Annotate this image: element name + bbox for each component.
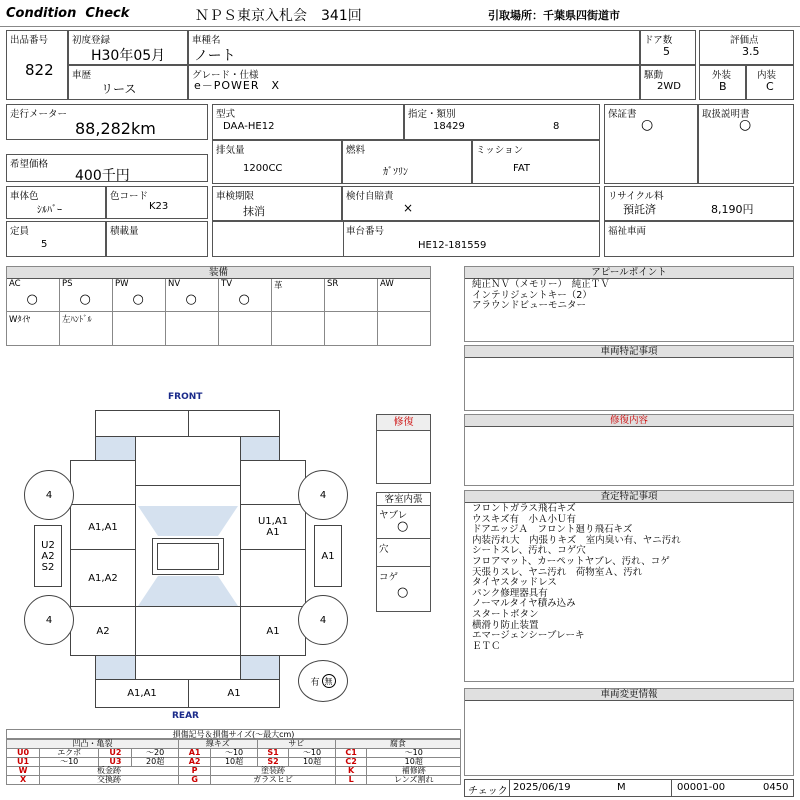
equipment-grid: [7, 279, 431, 346]
welfare-box: [604, 221, 794, 257]
legend-cell: A1: [178, 749, 210, 758]
drive-box: [640, 65, 696, 100]
score-label: 評価点: [730, 35, 759, 46]
front-bumper-left: [95, 410, 189, 437]
change-title: 車両変更情報: [465, 689, 793, 701]
equip-key: SR: [327, 279, 339, 289]
left-front-door-damage: A1,A1: [88, 521, 118, 533]
first-reg: H30年05月: [91, 48, 166, 64]
interior-mark-box: [376, 492, 431, 612]
model-type: DAA-HE12: [223, 121, 275, 132]
exterior-label: 外装: [712, 70, 732, 81]
mission-box: [472, 140, 600, 184]
spare-no: 無: [324, 676, 333, 686]
equip-cell-4: [219, 279, 272, 312]
rear-bumper-right-damage: A1: [227, 688, 241, 699]
drive-label: 駆動: [644, 70, 664, 81]
check-mark: M: [617, 782, 626, 793]
warranty-label: 保証書: [608, 109, 637, 120]
left-front-door: [70, 504, 136, 550]
equip-cell-0: [7, 279, 60, 312]
lot-label: 出品番号: [10, 35, 49, 46]
text-line: 天張りスレ、ヤニ汚れ 荷物室Ａ、汚れ: [472, 566, 643, 578]
fuel-box: [342, 140, 472, 184]
equip-row2-cell-2: [113, 312, 166, 346]
roof-inner: [157, 543, 219, 570]
repair-mark-label: 修復: [377, 415, 430, 431]
equip-key: AW: [380, 279, 394, 289]
price-box: [6, 154, 208, 182]
mileage: 88,282km: [75, 119, 156, 138]
legend-cell: C1: [335, 749, 367, 758]
first-reg-box: [68, 30, 188, 65]
legend-cell: W: [7, 767, 40, 776]
legend-cell: U3: [99, 758, 132, 767]
appeal-text: [472, 280, 610, 312]
legend-cell: 〜10: [40, 758, 99, 767]
text-line: インテリジェントキー（2）: [472, 289, 592, 301]
rear-center: [135, 655, 241, 680]
right-front-panel: [240, 460, 306, 505]
category: 8: [553, 121, 560, 132]
score-box: [699, 30, 794, 65]
appeal-panel: [464, 266, 794, 342]
check-divider-2: [671, 780, 672, 797]
pickup-location: 引取場所：千葉県四街道市: [488, 9, 620, 22]
hood: [135, 436, 241, 486]
manual-label: 取扱説明書: [702, 109, 750, 120]
load-box: [106, 221, 208, 257]
capacity-box: [6, 221, 106, 257]
recycle-status: 預託済: [623, 203, 656, 216]
text-line: ノーマルタイヤ積み込み: [472, 598, 576, 610]
tire-rear-right-value: 4: [319, 614, 327, 626]
displacement-box: [212, 140, 342, 184]
legend-header: 線キズ: [178, 740, 257, 749]
recycle-box: [604, 186, 794, 221]
legend-cell: U2: [99, 749, 132, 758]
color-code: K23: [149, 201, 169, 212]
model-label: 車種名: [192, 35, 221, 46]
legend-header: 腐食: [335, 740, 460, 749]
inspection-box: [212, 186, 342, 221]
equip-row2-cell-5: [272, 312, 325, 346]
legend-cell: 板金跡: [40, 767, 179, 776]
designation-box: [404, 104, 600, 140]
left-rear-panel-damage: A2: [96, 625, 110, 637]
yabure-label: ヤブレ: [379, 510, 408, 521]
text-line: エマージェンシーブレーキ: [472, 630, 585, 642]
legend-cell: 10超: [289, 758, 336, 767]
displacement-label: 排気量: [216, 145, 245, 156]
grade-label: グレード・仕様: [192, 70, 259, 81]
interior-box: [746, 65, 794, 100]
equip-row2-label: Wﾀｲﾔ: [9, 315, 31, 325]
tire-front-right-value: 4: [319, 489, 327, 501]
equip-key: 革: [274, 281, 283, 291]
designation-label: 指定・類別: [408, 109, 456, 120]
spare-no-circled: [322, 674, 336, 688]
legend-header: サビ: [257, 740, 335, 749]
equipment-title: 装備: [7, 267, 430, 279]
chassis-label: 車台番号: [346, 226, 385, 237]
tire-front-left-value: 4: [45, 489, 53, 501]
legend-cell: 〜10: [367, 749, 461, 758]
color-label: 車体色: [10, 191, 39, 202]
trunk-lid: [135, 606, 241, 656]
designation: 18429: [433, 121, 465, 132]
tire-front-left: [24, 470, 74, 520]
legend-cell: U1: [7, 758, 40, 767]
right-side-damage: A1: [321, 550, 335, 562]
special-title: 車両特記事項: [465, 346, 793, 358]
check-divider-1: [509, 780, 510, 797]
color-code-box: [106, 186, 208, 219]
front-bumper-right: [188, 410, 280, 437]
price-label: 希望価格: [10, 159, 49, 170]
header-title: Condition Check: [6, 6, 130, 21]
inspect-panel: [464, 490, 794, 682]
text-line: タイヤスタッドレス: [472, 577, 557, 589]
right-front-door-damage: U1,A1 A1: [257, 516, 289, 538]
text-line: シートスレ、汚れ、コゲ穴: [472, 545, 586, 557]
koge-value: ○: [397, 585, 409, 600]
capacity-label: 定員: [10, 226, 30, 237]
inspection-label: 車検期限: [216, 191, 255, 202]
rear-fender-right: [240, 655, 280, 680]
doors: 5: [663, 45, 670, 58]
legend-cell: G: [178, 776, 210, 785]
text-line: フロントガラス飛石キズ: [472, 503, 576, 514]
special-panel: [464, 345, 794, 411]
koge-label: コゲ: [379, 572, 399, 583]
repair-title: 修復内容: [465, 415, 793, 427]
price: 400千円: [75, 168, 130, 184]
interior-divider-2: [377, 566, 430, 567]
legend-cell: A2: [178, 758, 210, 767]
mileage-box: [6, 104, 208, 140]
tire-rear-right: [298, 595, 348, 645]
legend-table: [6, 739, 461, 785]
interior-label: 内装: [757, 70, 777, 81]
chassis-number: HE12-181559: [418, 240, 487, 251]
first-reg-label: 初度登録: [72, 35, 111, 46]
equip-value: ○: [132, 292, 144, 307]
check-date: 2025/06/19: [513, 782, 571, 793]
header-bar: [0, 0, 800, 27]
text-line: ドアエッジＡ フロント廻り飛石キズ: [472, 524, 633, 536]
welfare-label: 福祉車両: [608, 226, 647, 237]
change-panel: [464, 688, 794, 776]
legend-cell: 〜10: [289, 749, 336, 758]
legend-cell: K: [335, 767, 367, 776]
inspect-text: [472, 504, 681, 652]
rear-label: REAR: [172, 711, 199, 721]
legend-cell: L: [335, 776, 367, 785]
displacement: 1200CC: [243, 163, 283, 174]
legend-cell: レンズ割れ: [367, 776, 461, 785]
drive: 2WD: [657, 81, 681, 92]
legend-header: 凹凸・亀裂: [7, 740, 179, 749]
right-rear-panel-damage: A1: [266, 625, 280, 637]
ana-label: 穴: [379, 544, 389, 555]
legend-cell: エクボ: [40, 749, 99, 758]
right-rear-door: [240, 549, 306, 607]
model-name: ノート: [194, 48, 236, 64]
text-line: 純正ＮＶ（メモリー） 純正ＴＶ: [472, 279, 610, 290]
appeal-title: アピールポイント: [465, 267, 793, 279]
grade: e－POWER X: [194, 79, 281, 92]
fuel-label: 燃料: [346, 145, 366, 156]
equip-cell-3: [166, 279, 219, 312]
equip-cell-7: [378, 279, 431, 312]
legend-cell: X: [7, 776, 40, 785]
spare-tire: [298, 660, 348, 702]
doors-label: ドア数: [644, 35, 673, 46]
insurance: ×: [403, 201, 414, 215]
text-line: フロアマット、カーペットヤブレ、汚れ、コゲ: [472, 555, 670, 567]
left-rear-door-damage: A1,A2: [88, 572, 118, 584]
insurance-box: [342, 186, 600, 221]
model-box: [188, 30, 640, 65]
equip-value: ○: [238, 292, 250, 307]
equip-value: ○: [79, 292, 91, 307]
load-label: 積載量: [110, 226, 139, 237]
left-rear-door: [70, 549, 136, 607]
tire-front-right: [298, 470, 348, 520]
equip-row2-cell-4: [219, 312, 272, 346]
chassis-box: [212, 221, 600, 257]
equip-key: AC: [9, 279, 21, 289]
capacity: 5: [41, 239, 48, 250]
mileage-label: 走行メーター: [10, 109, 68, 120]
left-side-damage: U2 A2 S2: [41, 539, 55, 573]
equip-value: ○: [185, 292, 197, 307]
rear-fender-left: [95, 655, 136, 680]
right-side-sill: [314, 525, 342, 587]
spare-yes: 有: [310, 677, 320, 688]
equip-key: NV: [168, 279, 181, 289]
auction-title: ＮＰＳ東京入札会 341回: [195, 8, 362, 24]
legend-cell: 10超: [367, 758, 461, 767]
legend-cell: 〜20: [132, 749, 179, 758]
rear-bumper-left-damage: A1,A1: [127, 688, 157, 699]
equipment-panel: [6, 266, 431, 346]
legend-title: 損傷記号＆損傷サイズ(〜最大cm): [6, 729, 461, 739]
check-label: チェック: [468, 786, 508, 797]
manual-box: [698, 104, 794, 184]
equip-row2-label: 左ﾊﾝﾄﾞﾙ: [62, 315, 92, 325]
manual: ○: [739, 117, 752, 133]
history-box: [68, 65, 188, 100]
left-front-panel: [70, 460, 136, 505]
legend-cell: 交換跡: [40, 776, 179, 785]
equip-row2-cell-0: [7, 312, 60, 346]
rear-bumper-left: [95, 679, 189, 708]
left-rear-panel: [70, 606, 136, 656]
interior-grade: C: [766, 80, 774, 93]
type-label: 型式: [216, 109, 236, 120]
text-line: 内装汚れ大 内張りキズ 室内臭い有、ヤニ汚れ: [472, 534, 681, 546]
fuel: ｶﾞｿﾘﾝ: [383, 167, 408, 178]
exterior-grade: B: [719, 80, 727, 93]
equip-row2-cell-6: [325, 312, 378, 346]
text-line: 横滑り防止装置: [472, 619, 539, 631]
right-front-door: [240, 504, 306, 550]
equip-cell-2: [113, 279, 166, 312]
color-box: [6, 186, 106, 219]
score: 3.5: [742, 45, 760, 58]
history-label: 車歴: [72, 70, 92, 81]
equip-row2-cell-3: [166, 312, 219, 346]
legend-cell: C2: [335, 758, 367, 767]
color-code-label: 色コード: [110, 191, 149, 202]
color: ｼﾙﾊﾞｰ: [37, 205, 62, 216]
history: リース: [101, 82, 137, 96]
front-label: FRONT: [168, 392, 203, 402]
front-fender-left-top: [95, 436, 136, 461]
warranty: ○: [641, 117, 654, 133]
lot-number: 822: [25, 61, 54, 79]
warranty-box: [604, 104, 698, 184]
text-line: アラウンドビューモニター: [472, 300, 587, 312]
text-line: パンク修理器具有: [472, 587, 548, 599]
equip-key: TV: [221, 279, 233, 289]
interior-divider-1: [377, 538, 430, 539]
legend-cell: S1: [257, 749, 288, 758]
chassis-divider: [343, 222, 344, 257]
text-line: ウスキズ有 小Ａ小Ｕ有: [472, 513, 577, 525]
repair-panel: [464, 414, 794, 486]
legend-cell: 10超: [211, 758, 258, 767]
tire-rear-left: [24, 595, 74, 645]
text-line: ＥＴＣ: [472, 640, 501, 652]
left-side-sill: [34, 525, 62, 587]
equip-cell-5: [272, 279, 325, 312]
grade-box: [188, 65, 640, 100]
repair-mark-box: [376, 414, 431, 484]
equip-cell-1: [60, 279, 113, 312]
insurance-label: 検付自賠責: [346, 191, 394, 202]
check-num: 0450: [763, 782, 789, 793]
legend-cell: U0: [7, 749, 40, 758]
type-box: [212, 104, 404, 140]
mission-label: ミッション: [476, 145, 524, 156]
tire-rear-left-value: 4: [45, 614, 53, 626]
mission: FAT: [513, 163, 531, 174]
legend-cell: 塗装跡: [211, 767, 335, 776]
lot-number-box: [6, 30, 68, 100]
check-code: 00001-00: [677, 782, 726, 793]
legend-cell: P: [178, 767, 210, 776]
inspection: 抹消: [243, 205, 265, 218]
inspect-title: 査定特記事項: [465, 491, 793, 503]
equip-row2-cell-1: [60, 312, 113, 346]
equip-value: ○: [26, 292, 38, 307]
equip-key: PS: [62, 279, 73, 289]
text-line: スタートボタン: [472, 608, 539, 620]
legend-cell: 〜10: [211, 749, 258, 758]
right-rear-panel: [240, 606, 306, 656]
legend-cell: ガラスヒビ: [211, 776, 335, 785]
legend-cell: 20超: [132, 758, 179, 767]
doors-box: [640, 30, 696, 65]
front-fender-right-top: [240, 436, 280, 461]
yabure-value: ○: [397, 519, 409, 534]
interior-mark-label: 客室内張: [377, 493, 430, 506]
rear-bumper-right: [188, 679, 280, 708]
check-footer: [464, 779, 794, 797]
legend-cell: S2: [257, 758, 288, 767]
equip-key: PW: [115, 279, 129, 289]
legend-cell: 補修跡: [367, 767, 461, 776]
recycle-label: リサイクル料: [608, 191, 664, 202]
equip-cell-6: [325, 279, 378, 312]
recycle-fee: 8,190円: [711, 203, 754, 216]
exterior-box: [699, 65, 746, 100]
